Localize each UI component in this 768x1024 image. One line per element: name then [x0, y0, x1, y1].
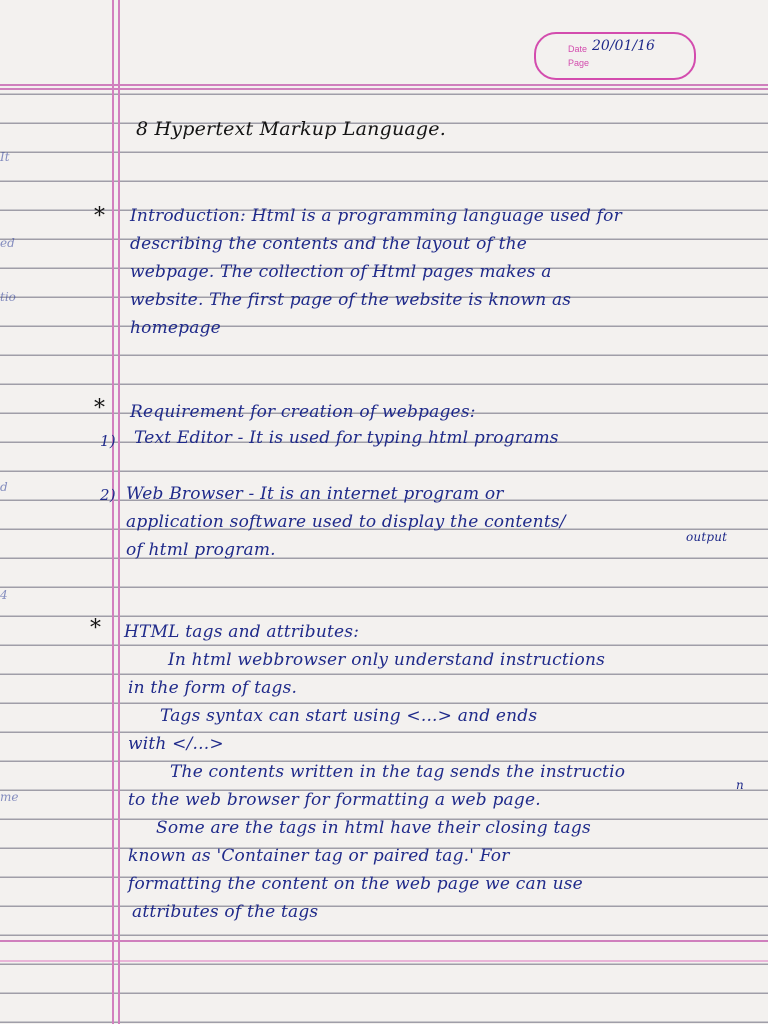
requirement-1-number: 1): [100, 432, 116, 450]
tags-line-5-note: n: [736, 778, 744, 792]
header-rule-2: [0, 88, 768, 90]
bullet-star: *: [94, 396, 106, 421]
bullet-star: *: [90, 616, 102, 641]
tags-line-6: to the web browser for formatting a web page.: [128, 790, 541, 810]
intro-line-3: webpage. The collection of Html pages makes a: [130, 262, 552, 282]
requirement-2-number: 2): [100, 486, 116, 504]
date-page-box: [534, 32, 696, 80]
notebook-page: It ed tio d 4 me Date Page 20/01/16 8 Hypertext Markup Language. * Introduction: Html is a programming language used for describing the contents and the layout of the webpage. The collection of Html pages makes a website. The first page of the website is known as homepage * Requirement for creation of webpages: 1) Text Editor - It is used for typing html programs 2) Web Browser - It is an internet program or application software used to display the contents/ output of html program. * HTML tags and attributes: In html webbrowser only understand instructions in the form of tags. Tags syntax can start using <...> and ends with </...> The contents written in the tag sends the instructio n to the web browser for formatting a web page. Some are the tags in html have their closing tags known as 'Container tag or paired tag.' For formatting the content on the web page we can use attributes of the tags: [0, 0, 768, 1024]
footer-rule: [0, 940, 768, 942]
bullet-star: *: [94, 204, 106, 229]
requirement-2-line-2: application software used to display the contents/: [126, 512, 566, 532]
tags-line-3: Tags syntax can start using <...> and ends: [160, 706, 538, 726]
requirement-2-line-3: of html program.: [126, 540, 276, 560]
tags-line-10: attributes of the tags: [132, 902, 319, 922]
tags-line-4: with </...>: [128, 734, 224, 754]
tags-line-7: Some are the tags in html have their closing tags: [156, 818, 591, 838]
date-value: 20/01/16: [592, 38, 655, 54]
requirement-2-line-1: Web Browser - It is an internet program or: [126, 484, 504, 504]
margin-line-left-2: [118, 0, 120, 1024]
intro-line-4: website. The first page of the website is known as: [130, 290, 572, 310]
tags-line-8: known as 'Container tag or paired tag.' For: [128, 846, 510, 866]
page-label: Page: [568, 58, 590, 68]
tags-line-1: In html webbrowser only understand instructions: [168, 650, 606, 670]
margin-line-left: [112, 0, 114, 1024]
tags-line-9: formatting the content on the web page we can use: [128, 874, 583, 894]
intro-line-1: Introduction: Html is a programming language used for: [130, 206, 622, 226]
tags-heading: HTML tags and attributes:: [124, 622, 360, 642]
tags-line-5: The contents written in the tag sends the instructio: [170, 762, 626, 782]
intro-line-2: describing the contents and the layout of the: [130, 234, 528, 254]
page-title: 8 Hypertext Markup Language.: [136, 118, 446, 140]
intro-line-5: homepage: [130, 318, 221, 338]
header-rule: [0, 84, 768, 86]
footer-rule-2: [0, 960, 768, 962]
requirements-heading: Requirement for creation of webpages:: [130, 402, 476, 422]
requirement-1-text: Text Editor - It is used for typing html programs: [134, 428, 559, 448]
date-label: Date: [568, 44, 588, 54]
tags-line-2: in the form of tags.: [128, 678, 298, 698]
requirement-2-note: output: [686, 530, 728, 544]
